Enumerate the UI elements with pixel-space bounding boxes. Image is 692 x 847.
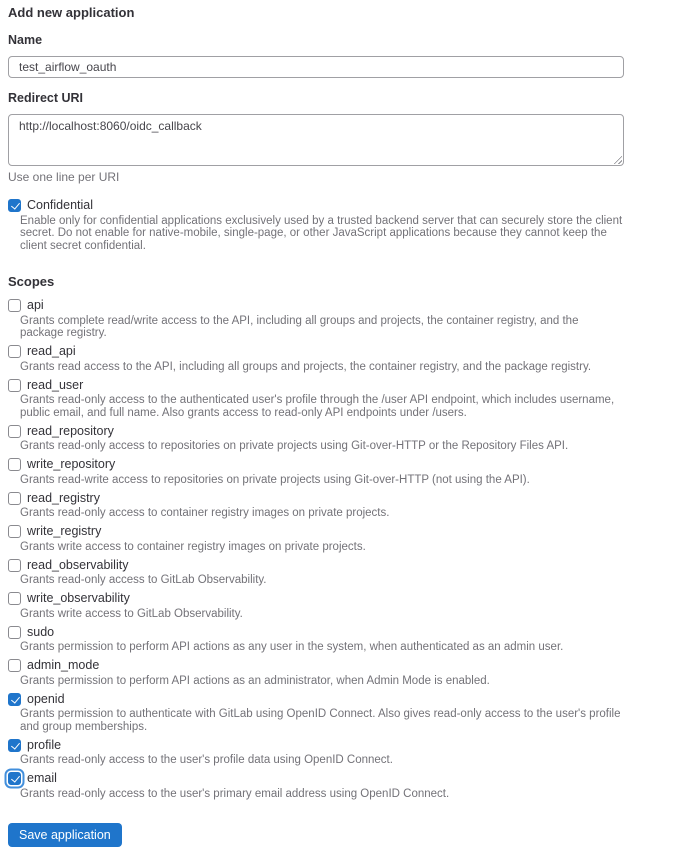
scope-label-sudo[interactable]: sudo	[27, 624, 55, 639]
scope-label-admin_mode[interactable]: admin_mode	[27, 658, 100, 672]
scope-description: Grants write access to container registry images on private projects.	[20, 540, 366, 553]
scope-description: Grants read-only access to the authenticated user's profile through the /user API endpoint, which includes username, public email, and full name. Also grants access to read-only API endpoints under /users.	[20, 394, 615, 419]
scope-item	[8, 558, 684, 587]
scope-description: Grants complete read/write access to the API, including all groups and projects, the container registry, and the package registry.	[20, 314, 579, 339]
scope-checkbox-api[interactable]	[8, 299, 21, 312]
scope-item	[8, 771, 684, 800]
redirect-uri-wrap	[8, 114, 624, 166]
scope-checkbox-sudo[interactable]	[8, 626, 21, 639]
scope-item	[8, 457, 684, 486]
confidential-field	[8, 198, 684, 252]
scopes-list	[8, 298, 684, 800]
page-title: Add new application	[8, 5, 135, 20]
scope-checkbox-openid[interactable]	[8, 693, 21, 706]
scope-item	[8, 298, 684, 340]
scope-checkbox-write_registry[interactable]	[8, 525, 21, 538]
scope-checkbox-read_observability[interactable]	[8, 559, 21, 572]
scope-checkbox-admin_mode[interactable]	[8, 659, 21, 672]
scope-item	[8, 658, 684, 687]
scope-description: Grants read-only access to GitLab Observability.	[20, 574, 267, 586]
save-application-button[interactable]: Save application	[8, 823, 122, 847]
confidential-description: Enable only for confidential applications exclusively used by a trusted backend server that can securely store the client secret. Do not enable for native-mobile, single-page, or other JavaScript applications because they cannot keep the client secret confidential.	[20, 214, 623, 252]
scope-description: Grants permission to authenticate with GitLab using OpenID Connect. Also gives read-only access to the user's profile and group memberships.	[20, 708, 621, 733]
scope-label-write_repository[interactable]: write_repository	[27, 457, 116, 471]
scope-description: Grants permission to perform API actions as an administrator, when Admin Mode is enabled.	[20, 674, 490, 687]
scope-label-api[interactable]: api	[27, 298, 44, 312]
name-input[interactable]	[8, 56, 624, 78]
scope-item	[8, 378, 684, 420]
scope-description: Grants read-write access to repositories on private projects using Git-over-HTTP (not using the API).	[20, 473, 530, 486]
name-label: Name	[8, 33, 43, 47]
scope-description: Grants permission to perform API actions as any user in the system, when authenticated as an admin user.	[20, 641, 564, 653]
scope-description: Grants write access to GitLab Observability.	[20, 607, 243, 620]
scope-checkbox-email[interactable]	[8, 772, 21, 785]
scope-label-read_repository[interactable]: read_repository	[27, 423, 114, 438]
scope-item	[8, 738, 684, 767]
scope-description: Grants read access to the API, including all groups and projects, the container registry, and the package registry.	[20, 360, 592, 373]
scope-label-write_registry[interactable]: write_registry	[27, 524, 102, 538]
scope-description: Grants read-only access to container registry images on private projects.	[20, 507, 390, 519]
scope-label-read_user[interactable]: read_user	[27, 377, 84, 392]
confidential-label[interactable]: Confidential	[27, 198, 94, 212]
scope-checkbox-profile[interactable]	[8, 739, 21, 752]
scope-item	[8, 591, 684, 620]
scope-checkbox-write_observability[interactable]	[8, 592, 21, 605]
scope-checkbox-read_user[interactable]	[8, 379, 21, 392]
scope-description: Grants read-only access to repositories on private projects using Git-over-HTTP or the Repository Files API.	[20, 440, 569, 452]
scope-checkbox-read_registry[interactable]	[8, 492, 21, 505]
scope-label-read_registry[interactable]: read_registry	[27, 490, 100, 505]
scope-checkbox-read_api[interactable]	[8, 345, 21, 358]
scope-label-write_observability[interactable]: write_observability	[27, 591, 130, 605]
scopes-heading: Scopes	[8, 274, 55, 289]
scope-description: Grants read-only access to the user's primary email address using OpenID Connect.	[20, 787, 450, 800]
redirect-uri-label: Redirect URI	[8, 91, 84, 105]
scope-checkbox-read_repository[interactable]	[8, 425, 21, 438]
redirect-uri-help: Use one line per URI	[8, 170, 120, 184]
scope-label-email[interactable]: email	[27, 771, 57, 785]
scope-item	[8, 524, 684, 553]
scope-label-read_api[interactable]: read_api	[27, 344, 76, 358]
scope-label-read_observability[interactable]: read_observability	[27, 557, 129, 572]
scope-checkbox-write_repository[interactable]	[8, 458, 21, 471]
scope-item	[8, 491, 684, 520]
redirect-uri-textarea[interactable]	[8, 114, 624, 166]
scope-item	[8, 344, 684, 373]
confidential-checkbox[interactable]	[8, 199, 21, 212]
scope-description: Grants read-only access to the user's profile data using OpenID Connect.	[20, 754, 393, 766]
scope-item	[8, 424, 684, 453]
scope-label-profile[interactable]: profile	[27, 737, 62, 752]
scope-item	[8, 625, 684, 654]
scope-label-openid[interactable]: openid	[27, 691, 65, 706]
scope-item	[8, 692, 684, 734]
